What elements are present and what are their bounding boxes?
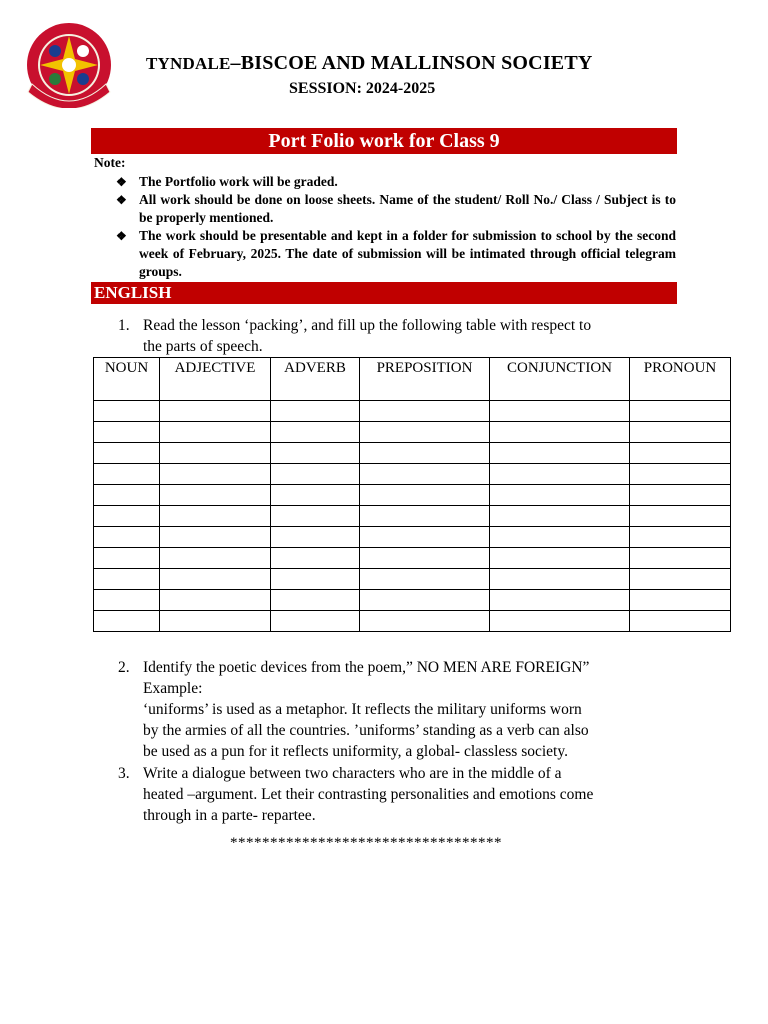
table-cell[interactable]	[630, 506, 731, 527]
table-header-row	[94, 358, 731, 401]
note-item: ❖ The work should be presentable and kept in a folder for submission to school by the second week of February, 2025. The date of submission will be intimated through official telegram groups.	[116, 228, 676, 279]
table-cell[interactable]	[360, 506, 490, 527]
diamond-bullet-icon: ❖	[116, 193, 127, 207]
table-row	[94, 464, 731, 485]
table-row	[94, 506, 731, 527]
table-cell[interactable]	[94, 506, 160, 527]
table-cell[interactable]	[94, 485, 160, 506]
table-cell[interactable]	[360, 611, 490, 632]
note-label: Note:	[94, 155, 126, 170]
table-cell[interactable]	[160, 506, 271, 527]
table-row	[94, 590, 731, 611]
session-label: SESSION: 2024-2025	[289, 80, 436, 97]
table-cell[interactable]	[490, 422, 630, 443]
table-cell[interactable]	[94, 401, 160, 422]
table-cell[interactable]	[160, 464, 271, 485]
table-cell[interactable]	[160, 527, 271, 548]
diamond-bullet-icon: ❖	[116, 229, 127, 243]
table-row	[94, 485, 731, 506]
table-row	[94, 443, 731, 464]
table-cell[interactable]	[360, 464, 490, 485]
table-cell[interactable]	[271, 401, 360, 422]
table-cell[interactable]	[360, 422, 490, 443]
column-header: PREPOSITION	[360, 358, 490, 401]
table-cell[interactable]	[94, 569, 160, 590]
column-header: ADJECTIVE	[160, 358, 271, 401]
table-cell[interactable]	[271, 527, 360, 548]
table-cell[interactable]	[490, 548, 630, 569]
table-cell[interactable]	[94, 464, 160, 485]
table-cell[interactable]	[630, 464, 731, 485]
table-row	[94, 548, 731, 569]
table-cell[interactable]	[630, 422, 731, 443]
table-cell[interactable]	[360, 401, 490, 422]
table-cell[interactable]	[360, 548, 490, 569]
table-cell[interactable]	[490, 506, 630, 527]
table-row	[94, 401, 731, 422]
table-cell[interactable]	[160, 590, 271, 611]
column-header: ADVERB	[271, 358, 360, 401]
note-item: ❖ The Portfolio work will be graded.	[116, 174, 338, 189]
table-cell[interactable]	[490, 443, 630, 464]
table-cell[interactable]	[160, 548, 271, 569]
table-cell[interactable]	[630, 611, 731, 632]
column-header: CONJUNCTION	[490, 358, 630, 401]
table-cell[interactable]	[271, 464, 360, 485]
section-heading-english: ENGLISH	[91, 282, 677, 304]
table-cell[interactable]	[490, 401, 630, 422]
table-cell[interactable]	[630, 527, 731, 548]
table-cell[interactable]	[271, 506, 360, 527]
table-cell[interactable]	[271, 548, 360, 569]
table-cell[interactable]	[360, 485, 490, 506]
table-cell[interactable]	[94, 611, 160, 632]
table-cell[interactable]	[160, 422, 271, 443]
table-cell[interactable]	[160, 443, 271, 464]
table-row	[94, 422, 731, 443]
table-cell[interactable]	[630, 443, 731, 464]
table-cell[interactable]	[360, 527, 490, 548]
table-cell[interactable]	[160, 485, 271, 506]
table-cell[interactable]	[630, 485, 731, 506]
school-name: TYNDALE–BISCOE AND MALLINSON SOCIETY	[146, 52, 593, 74]
table-cell[interactable]	[271, 443, 360, 464]
table-cell[interactable]	[490, 464, 630, 485]
table-cell[interactable]	[490, 611, 630, 632]
table-cell[interactable]	[630, 569, 731, 590]
table-cell[interactable]	[630, 401, 731, 422]
table-cell[interactable]	[271, 485, 360, 506]
table-cell[interactable]	[490, 590, 630, 611]
note-item: ❖ All work should be done on loose sheets. Name of the student/ Roll No./ Class / Subject is to be properly mentioned.	[116, 192, 676, 225]
table-cell[interactable]	[94, 548, 160, 569]
table-cell[interactable]	[490, 485, 630, 506]
parts-of-speech-table	[93, 357, 731, 632]
table-cell[interactable]	[490, 569, 630, 590]
table-cell[interactable]	[271, 611, 360, 632]
table-cell[interactable]	[271, 422, 360, 443]
table-cell[interactable]	[94, 443, 160, 464]
end-separator: **********************************	[230, 835, 502, 851]
table-cell[interactable]	[360, 443, 490, 464]
table-row	[94, 569, 731, 590]
column-header: PRONOUN	[630, 358, 731, 401]
table-cell[interactable]	[94, 527, 160, 548]
diamond-bullet-icon: ❖	[116, 175, 127, 189]
table-cell[interactable]	[94, 590, 160, 611]
table-cell[interactable]	[160, 569, 271, 590]
table-cell[interactable]	[160, 611, 271, 632]
table-cell[interactable]	[360, 590, 490, 611]
table-cell[interactable]	[360, 569, 490, 590]
table-row	[94, 611, 731, 632]
table-cell[interactable]	[160, 401, 271, 422]
table-cell[interactable]	[271, 569, 360, 590]
table-row	[94, 527, 731, 548]
table-cell[interactable]	[630, 548, 731, 569]
column-header: NOUN	[94, 358, 160, 401]
table-cell[interactable]	[490, 527, 630, 548]
table-cell[interactable]	[271, 590, 360, 611]
school-crest-logo	[26, 22, 112, 108]
page-title-banner: Port Folio work for Class 9	[91, 128, 677, 154]
table-cell[interactable]	[630, 590, 731, 611]
note-list	[116, 173, 676, 281]
table-cell[interactable]	[94, 422, 160, 443]
